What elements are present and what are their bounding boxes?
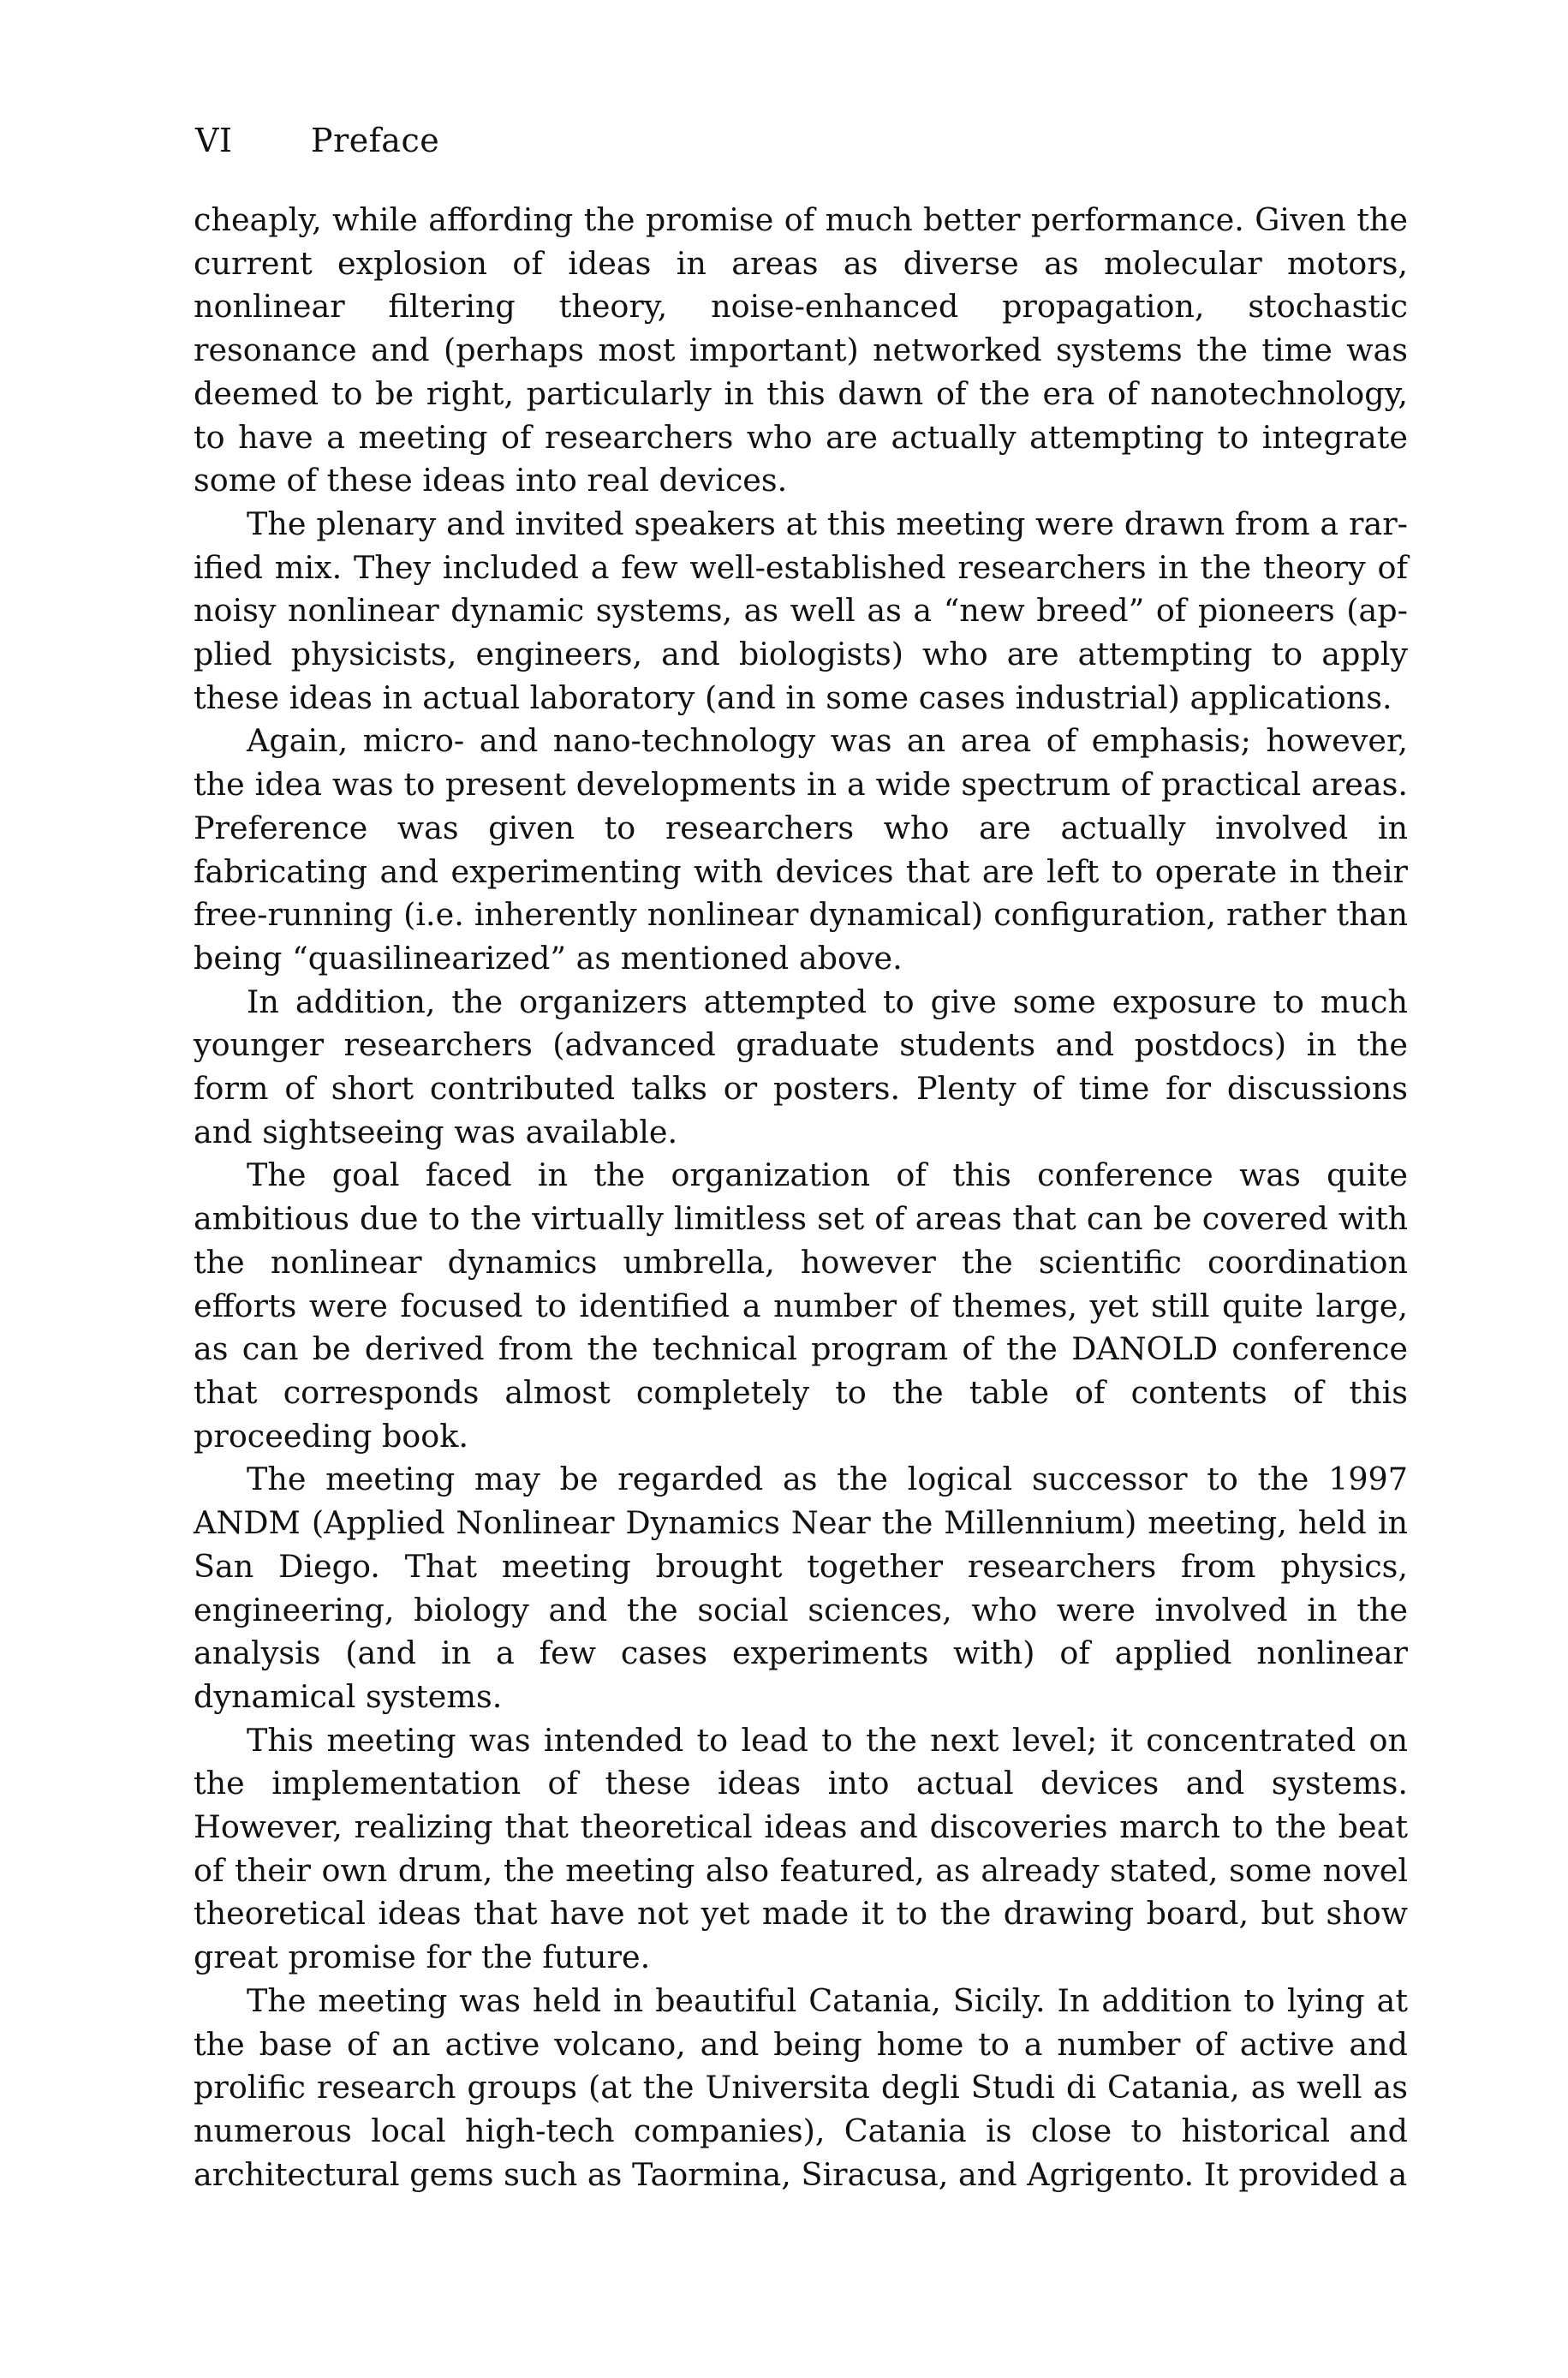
running-head bbox=[195, 122, 439, 159]
paragraph: The goal faced in the organization of this conference was quite ambitious due to the virtually limitless set of areas that can be covered with the nonlinear dynamics umbrella, however the scientific coordination efforts were focused to identified a number of themes, yet still quite large, as can be derived from the technical program of the DANOLD conference that corresponds almost completely to the table of contents of this proceeding book. bbox=[194, 1156, 1408, 1455]
page-number: VI bbox=[195, 122, 233, 159]
paragraph: The meeting was held in beautiful Catania, Sicily. In addition to lying at the base of an active volcano, and being home to a number of active and prolific research groups (at the Universita degli Studi di Catania, as well as numerous local high-tech companies), Catania is close to historical and architectural gems such as Taormina, Siracusa, and Agrigento. It provided a bbox=[194, 1981, 1408, 2193]
paragraph: The plenary and invited speakers at this meeting were drawn from a rarified mix. They included a few well-established researchers in the theory of noisy nonlinear dynamic systems, as well as a “new breed” of pioneers (applied physicists, engineers, and biologists) who are attempting to apply these ideas in actual laboratory (and in some cases industrial) applications. bbox=[194, 505, 1408, 716]
body-text bbox=[194, 199, 1408, 2196]
paragraph: This meeting was intended to lead to the next level; it concentrated on the implementation of these ideas into actual devices and systems. However, realizing that theoretical ideas and discoveries march to the beat of their own drum, the meeting also featured, as already stated, some novel theoretical ideas that have not yet made it to the drawing board, but show great promise for the future. bbox=[194, 1721, 1408, 1976]
section-title: Preface bbox=[311, 122, 440, 159]
paragraph: In addition, the organizers attempted to give some exposure to much younger researchers (advanced graduate students and postdocs) in the form of short contributed talks or posters. Plenty of time for discussions and sightseeing was available. bbox=[194, 983, 1408, 1150]
paragraph: Again, micro- and nano-technology was an area of emphasis; however, the idea was to present developments in a wide spectrum of practical areas. Preference was given to researchers who are actually involved in fabricating and experimenting with devices that are left to operate in their free-running (i.e. inherently nonlinear dynamical) configuration, rather than being “quasilinearized” as mentioned above. bbox=[194, 722, 1408, 977]
paragraph: The meeting may be regarded as the logical successor to the 1997 ANDM (Applied Nonlinear Dynamics Near the Millennium) meeting, held in San Diego. That meeting brought together researchers from physics, engineering, biology and the social sciences, who were involved in the analysis (and in a few cases experiments with) of applied nonlinear dynamical systems. bbox=[194, 1461, 1408, 1715]
paragraph: cheaply, while affording the promise of much better performance. Given the current explosion of ideas in areas as diverse as molecular motors, nonlinear filtering theory, noise-enhanced propagation, stochastic resonance and (perhaps most important) networked systems the time was deemed to be right, particularly in this dawn of the era of nanotechnology, to have a meeting of researchers who are actually attempting to integrate some of these ideas into real devices. bbox=[194, 201, 1408, 499]
